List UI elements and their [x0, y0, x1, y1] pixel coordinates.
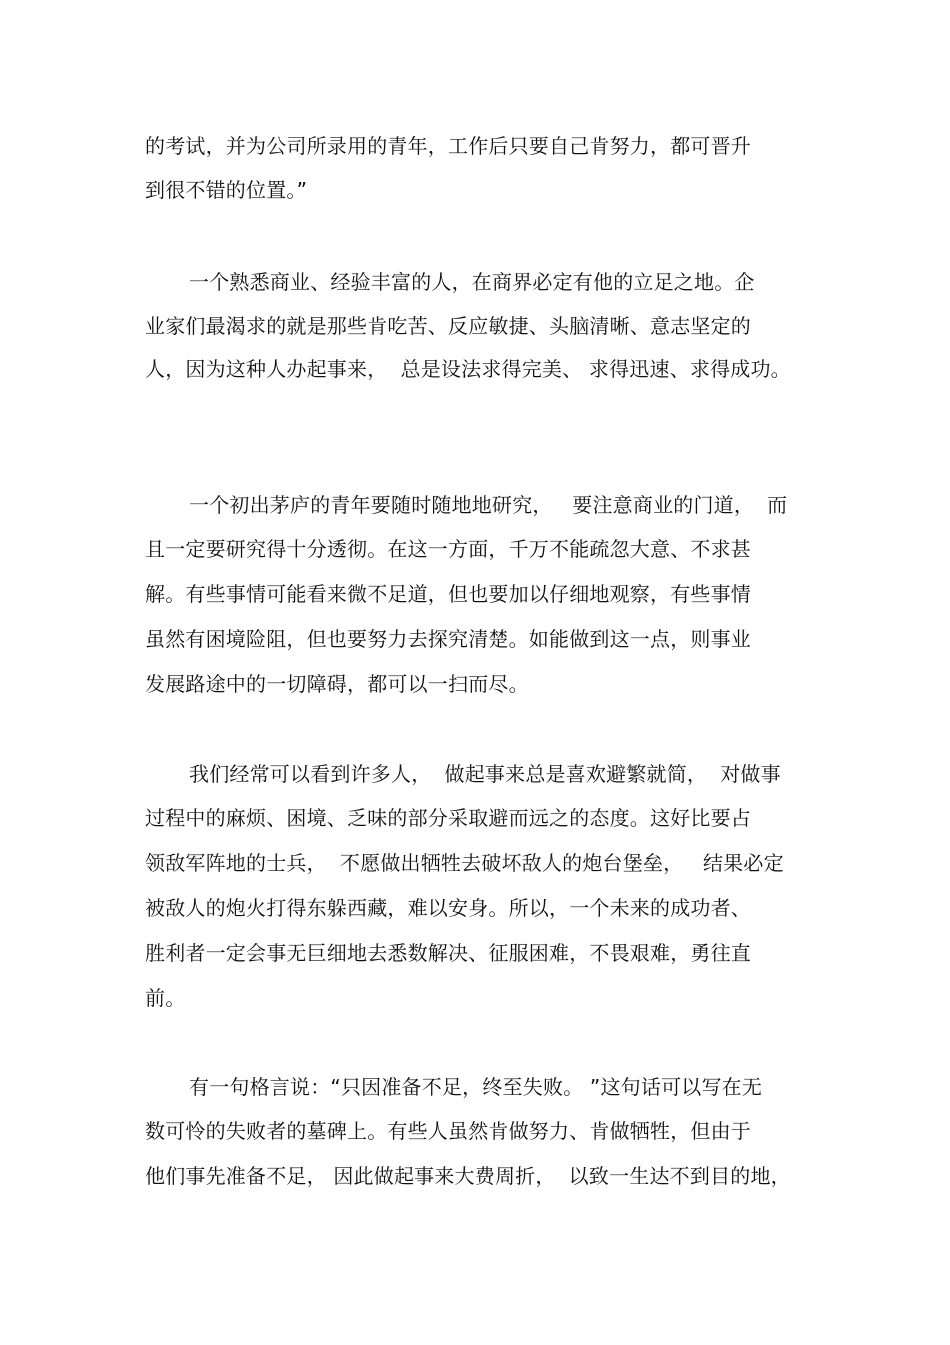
paragraph-5-line-2: 数可怜的失败者的墓碑上。有些人虽然肯做努力、肯做牺牲，但由于: [145, 1119, 751, 1143]
paragraph-4-line-4: 被敌人的炮火打得东躲西藏，难以安身。所以，一个未来的成功者、: [145, 896, 751, 920]
paragraph-4-line-5: 胜利者一定会事无巨细地去悉数解决、征服困难，不畏艰难，勇往直: [145, 941, 751, 965]
paragraph-4-line-1: 我们经常可以看到许多人， 做起事来总是喜欢避繁就简， 对做事: [189, 762, 781, 786]
paragraph-1-line-1: 的考试，并为公司所录用的青年，工作后只要自己肯努力，都可晋升: [145, 134, 751, 158]
paragraph-1-line-2: 到很不错的位置。”: [145, 178, 308, 202]
paragraph-4-line-3: 领敌军阵地的士兵， 不愿做出牺牲去破坏敌人的炮台堡垒， 结果必定: [145, 851, 784, 875]
paragraph-5-line-3: 他们事先准备不足， 因此做起事来大费周折， 以致一生达不到目的地，: [145, 1164, 791, 1188]
paragraph-2-line-2: 业家们最渴求的就是那些肯吃苦、反应敏捷、头脑清晰、意志坚定的: [145, 314, 751, 338]
paragraph-4-line-2: 过程中的麻烦、困境、乏味的部分采取避而远之的态度。这好比要占: [145, 806, 751, 830]
paragraph-3-line-5: 发展路途中的一切障碍，都可以一扫而尽。: [145, 672, 529, 696]
paragraph-2-line-3: 人，因为这种人办起事来， 总是设法求得完美、 求得迅速、求得成功。: [145, 357, 791, 381]
paragraph-3-line-1: 一个初出茅庐的青年要随时随地地研究， 要注意商业的门道， 而: [189, 493, 788, 517]
paragraph-5-line-1: 有一句格言说：“只因准备不足，终至失败。 ”这句话可以写在无: [189, 1075, 763, 1099]
paragraph-4-line-6: 前。: [145, 986, 186, 1010]
paragraph-3-line-3: 解。有些事情可能看来微不足道，但也要加以仔细地观察，有些事情: [145, 582, 751, 606]
paragraph-3-line-4: 虽然有困境险阻，但也要努力去探究清楚。如能做到这一点，则事业: [145, 627, 751, 651]
paragraph-2-line-1: 一个熟悉商业、经验丰富的人，在商界必定有他的立足之地。企: [189, 270, 755, 294]
paragraph-3-line-2: 且一定要研究得十分透彻。在这一方面，千万不能疏忽大意、不求甚: [145, 537, 751, 561]
